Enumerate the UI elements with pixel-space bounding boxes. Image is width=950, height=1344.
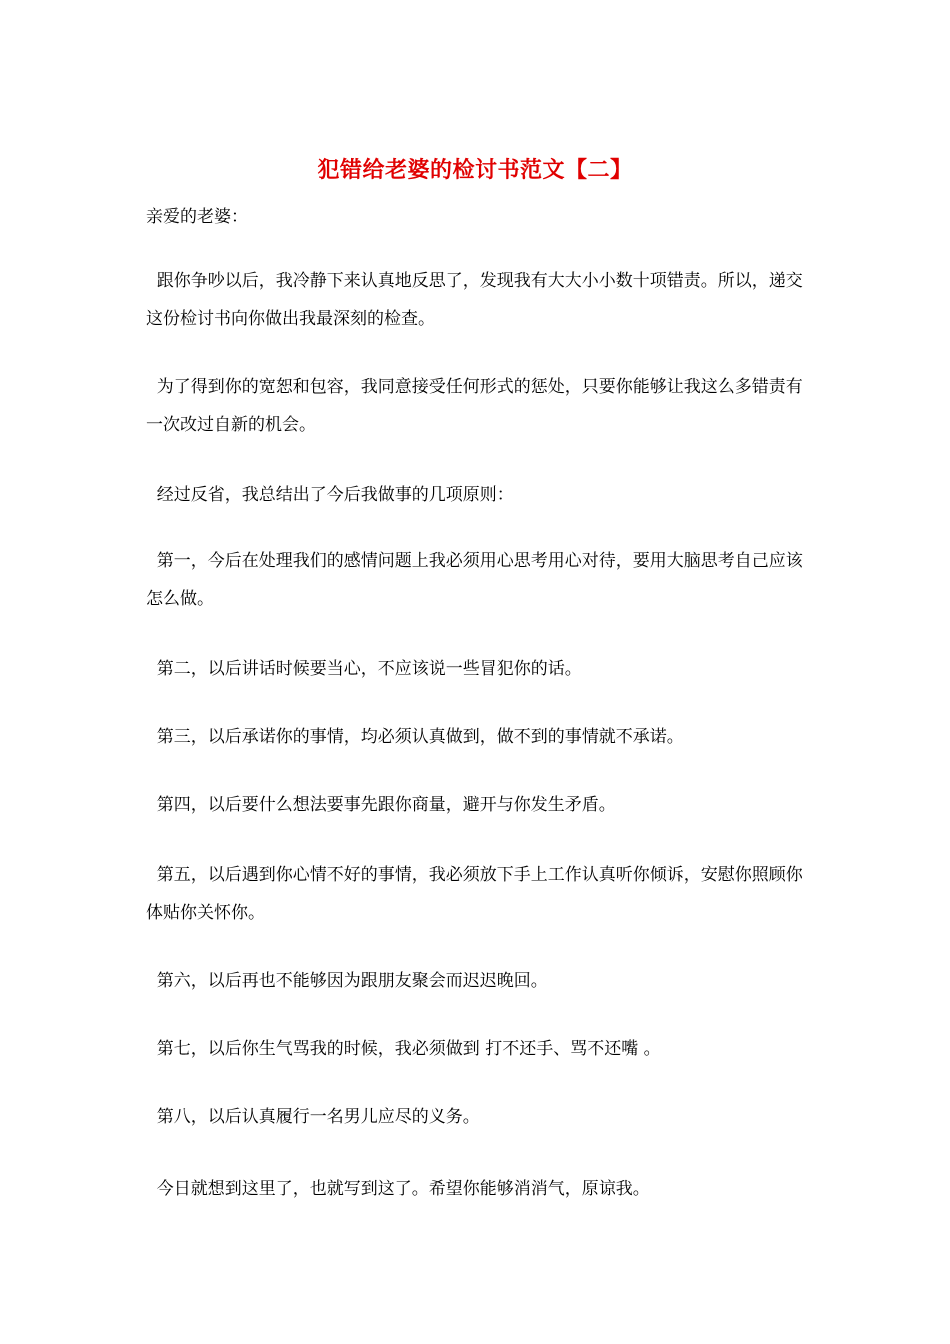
- paragraph-4: 第一，今后在处理我们的感情问题上我必须用心思考用心对待，要用大脑思考自己应该怎么做。: [146, 551, 803, 609]
- paragraph-3: 经过反省，我总结出了今后我做事的几项原则：: [146, 485, 514, 505]
- paragraph-1: 跟你争吵以后，我冷静下来认真地反思了，发现我有大大小小数十项错责。所以，递交这份检讨书向你做出我最深刻的检查。: [146, 271, 803, 329]
- paragraph-10: 第七，以后你生气骂我的时候，我必须做到 打不还手、骂不还嘴 。: [146, 1039, 661, 1059]
- paragraph-2: 为了得到你的宽恕和包容，我同意接受任何形式的惩处，只要你能够让我这么多错责有一次改过自新的机会。: [146, 377, 803, 435]
- paragraph-9: 第六，以后再也不能够因为跟朋友聚会而迟迟晚回。: [146, 971, 548, 991]
- paragraph-6: 第三，以后承诺你的事情，均必须认真做到，做不到的事情就不承诺。: [146, 727, 684, 747]
- document-title: 犯错给老婆的检讨书范文【二】: [317, 157, 633, 183]
- paragraph-12: 今日就想到这里了，也就写到这了。希望你能够消消气，原谅我。: [146, 1179, 650, 1199]
- paragraph-8: 第五，以后遇到你心情不好的事情，我必须放下手上工作认真听你倾诉，安慰你照顾你体贴你关怀你。: [146, 865, 803, 923]
- paragraph-11: 第八，以后认真履行一名男儿应尽的义务。: [146, 1107, 480, 1127]
- paragraph-7: 第四，以后要什么想法要事先跟你商量，避开与你发生矛盾。: [146, 795, 616, 815]
- paragraph-5: 第二，以后讲话时候要当心，不应该说一些冒犯你的话。: [146, 659, 582, 679]
- greeting: 亲爱的老婆：: [146, 207, 248, 227]
